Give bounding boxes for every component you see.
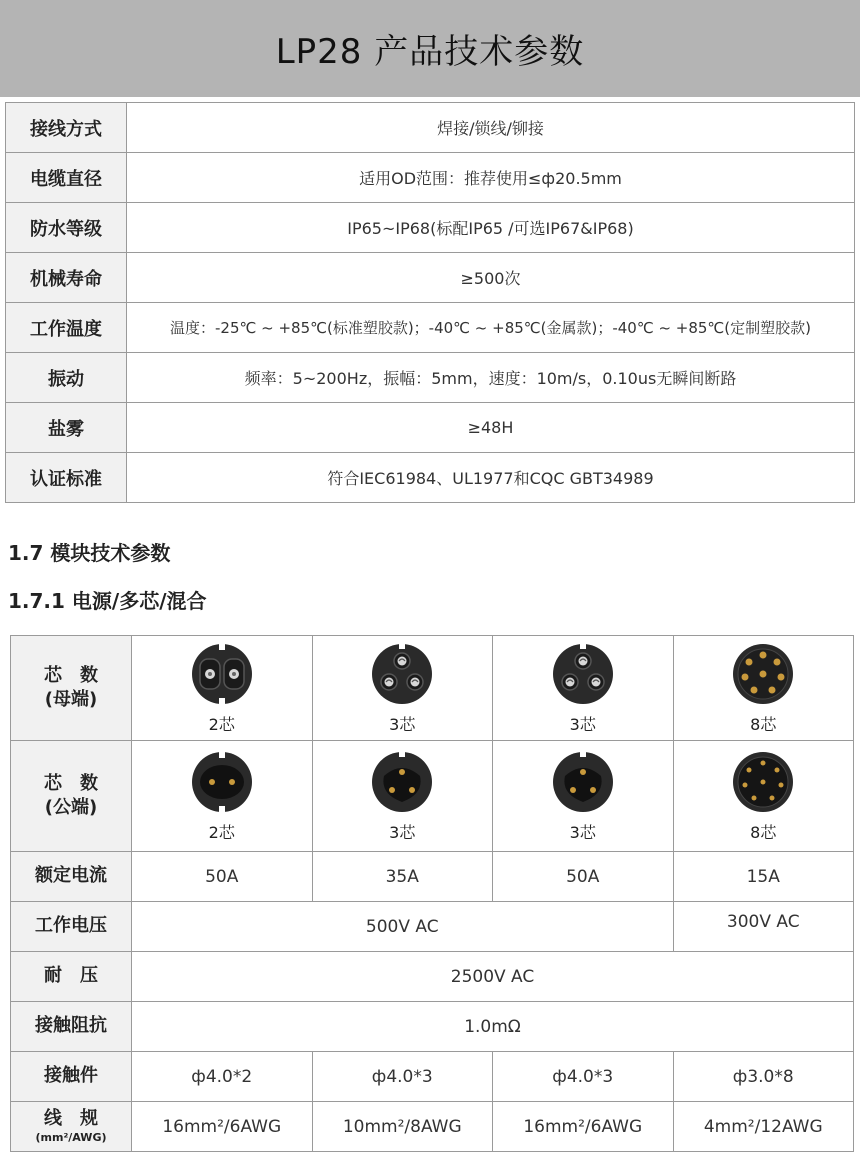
wire-label: 线 规 bbox=[44, 1107, 98, 1129]
table-row bbox=[6, 453, 855, 503]
connector-male-3-core-icon bbox=[370, 750, 434, 814]
table-row bbox=[11, 1002, 854, 1052]
wire-value: 16mm²/6AWG bbox=[493, 1102, 674, 1152]
voltage-value: 300V AC bbox=[673, 902, 854, 952]
core-count: 3芯 bbox=[389, 822, 416, 842]
spec-value: 适用OD范围：推荐使用≤ф20.5mm bbox=[127, 153, 855, 203]
contact-value: ф3.0*8 bbox=[673, 1052, 854, 1102]
male-8-core-cell bbox=[673, 741, 854, 852]
core-count: 8芯 bbox=[750, 714, 777, 734]
female-label: 芯 数 bbox=[44, 664, 98, 686]
table-row bbox=[6, 303, 855, 353]
contact-label: 接触件 bbox=[11, 1052, 132, 1102]
current-value: 50A bbox=[493, 852, 674, 902]
wire-value: 10mm²/8AWG bbox=[312, 1102, 493, 1152]
female-label-sub: (母端) bbox=[44, 689, 98, 710]
female-3-core-cell bbox=[493, 636, 674, 741]
spec-value: ≥500次 bbox=[127, 253, 855, 303]
male-3-core-cell bbox=[312, 741, 493, 852]
contact-value: ф4.0*2 bbox=[132, 1052, 313, 1102]
connector-male-2-core-icon bbox=[190, 750, 254, 814]
connector-female-3-core-icon bbox=[370, 642, 434, 706]
connector-female-3-core-icon bbox=[551, 642, 615, 706]
male-3-core-cell bbox=[493, 741, 674, 852]
female-label-cell bbox=[11, 636, 132, 741]
core-count: 3芯 bbox=[569, 822, 596, 842]
current-value: 35A bbox=[312, 852, 493, 902]
male-label-cell bbox=[11, 741, 132, 852]
subsection-heading: 1.7.1 电源/多芯/混合 bbox=[8, 589, 207, 613]
wire-label-cell bbox=[11, 1102, 132, 1152]
wire-value: 16mm²/6AWG bbox=[132, 1102, 313, 1152]
table-row bbox=[11, 952, 854, 1002]
connector-male-8-core-icon bbox=[731, 750, 795, 814]
core-count: 8芯 bbox=[750, 822, 777, 842]
table-row bbox=[6, 403, 855, 453]
connector-female-2-core-icon bbox=[190, 642, 254, 706]
withstand-label: 耐 压 bbox=[11, 952, 132, 1002]
table-row bbox=[6, 153, 855, 203]
male-2-core-cell bbox=[132, 741, 313, 852]
spec-label: 机械寿命 bbox=[6, 253, 127, 303]
table-row bbox=[11, 902, 854, 952]
table-row bbox=[11, 1102, 854, 1152]
table-row bbox=[11, 741, 854, 852]
spec-value: IP65~IP68(标配IP65 /可选IP67&IP68) bbox=[127, 203, 855, 253]
current-value: 15A bbox=[673, 852, 854, 902]
connector-male-3-core-icon bbox=[551, 750, 615, 814]
current-label: 额定电流 bbox=[11, 852, 132, 902]
table-row bbox=[11, 1052, 854, 1102]
table-row bbox=[6, 103, 855, 153]
page-title: LP28 产品技术参数 bbox=[275, 32, 585, 72]
spec-label: 防水等级 bbox=[6, 203, 127, 253]
contact-value: ф4.0*3 bbox=[493, 1052, 674, 1102]
female-2-core-cell bbox=[132, 636, 313, 741]
female-8-core-cell bbox=[673, 636, 854, 741]
header-banner bbox=[0, 0, 860, 97]
spec-label: 工作温度 bbox=[6, 303, 127, 353]
withstand-value: 2500V AC bbox=[132, 952, 854, 1002]
module-table bbox=[10, 635, 854, 1152]
spec-value: 符合IEC61984、UL1977和CQC GBT34989 bbox=[127, 453, 855, 503]
wire-value: 4mm²/12AWG bbox=[673, 1102, 854, 1152]
core-count: 2芯 bbox=[208, 822, 235, 842]
male-label-sub: (公端) bbox=[44, 797, 98, 818]
core-count: 3芯 bbox=[569, 714, 596, 734]
contact-value: ф4.0*3 bbox=[312, 1052, 493, 1102]
resistance-label: 接触阻抗 bbox=[11, 1002, 132, 1052]
spec-value: 焊接/锁线/铆接 bbox=[127, 103, 855, 153]
spec-label: 认证标准 bbox=[6, 453, 127, 503]
table-row bbox=[11, 852, 854, 902]
spec-value: 频率：5~200Hz，振幅：5mm，速度：10m/s，0.10us无瞬间断路 bbox=[127, 353, 855, 403]
spec-label: 盐雾 bbox=[6, 403, 127, 453]
spec-label: 接线方式 bbox=[6, 103, 127, 153]
spec-label: 电缆直径 bbox=[6, 153, 127, 203]
table-row bbox=[6, 203, 855, 253]
male-label: 芯 数 bbox=[44, 772, 98, 794]
resistance-value: 1.0mΩ bbox=[132, 1002, 854, 1052]
spec-table bbox=[5, 102, 855, 503]
table-row bbox=[11, 636, 854, 741]
wire-label-sub: (mm²/AWG) bbox=[35, 1131, 107, 1145]
section-heading: 1.7 模块技术参数 bbox=[8, 541, 171, 565]
spec-label: 振动 bbox=[6, 353, 127, 403]
core-count: 3芯 bbox=[389, 714, 416, 734]
table-row bbox=[6, 253, 855, 303]
connector-female-8-core-icon bbox=[731, 642, 795, 706]
core-count: 2芯 bbox=[208, 714, 235, 734]
spec-value: 温度：-25℃ ~ +85℃(标准塑胶款)；-40℃ ~ +85℃(金属款)；-40℃ ~ +85℃(定制塑胶款) bbox=[127, 303, 855, 353]
table-row bbox=[6, 353, 855, 403]
voltage-value: 500V AC bbox=[132, 902, 674, 952]
voltage-label: 工作电压 bbox=[11, 902, 132, 952]
female-3-core-cell bbox=[312, 636, 493, 741]
current-value: 50A bbox=[132, 852, 313, 902]
spec-value: ≥48H bbox=[127, 403, 855, 453]
